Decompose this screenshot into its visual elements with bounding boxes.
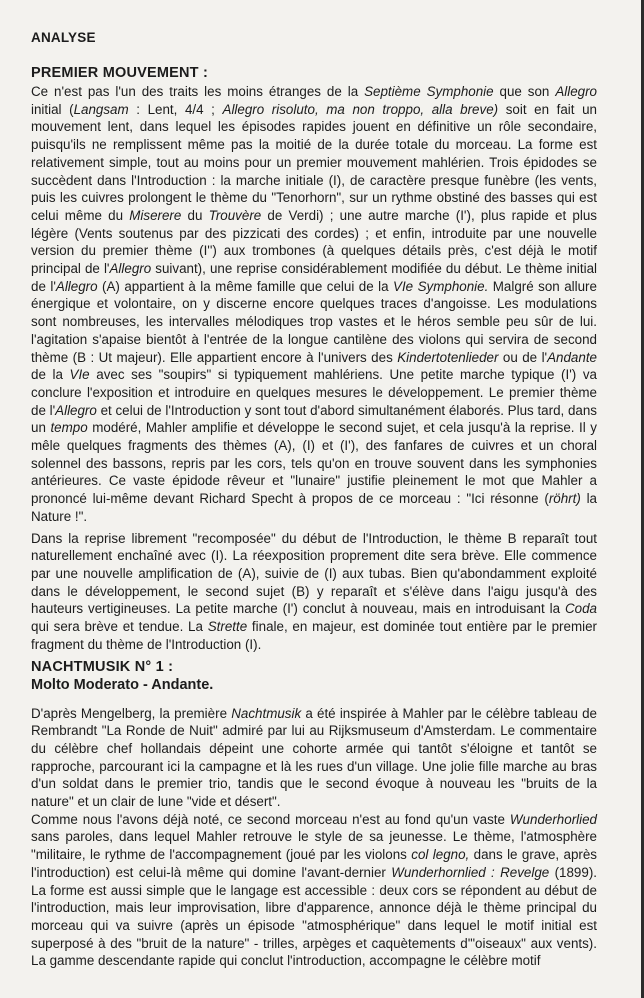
- section-title-nachtmusik: NACHTMUSIK N° 1 :: [31, 658, 174, 675]
- document-page: [31, 30, 597, 970]
- paragraph: D'après Mengelberg, la première Nachtmusik a été inspirée à Mahler par le célèbre tableau de Rembrandt "La Ronde de Nuit" admiré par lui au Rijksmuseum d'Amsterdam. Le commentaire du célèbre chef hollandais dépeint une cohorte armée qui tantôt s'éloigne et tantôt se rapproche, parcourant ici la campagne et là les rues d'un village. Une jolie fille marche au bras d'un soldat dans le premier trio, tandis que le second évoque à nouveau les "bruits de la nature" et un clair de lune "vide et désert".: [31, 705, 597, 810]
- analyse-heading: ANALYSE: [31, 30, 96, 45]
- paragraph: Dans la reprise librement "recomposée" du début de l'Introduction, le thème B reparaît tout naturellement enchaîné avec (I). La réexposition proprement dite sera brève. Elle commence par une nouvelle amplification de (A), suivie de (I) aux tubas. Bien qu'abondamment exploité dans le développement, le second sujet (B) y reparaît et s'élève dans l'aigu jusqu'à des hauteurs vertigineuses. La petite marche (I') conclut à nouveau, mais en introduisant la Coda qui sera brève et tendue. La Strette finale, en majeur, est dominée tout entière par le premier fragment du thème de l'Introduction (I).: [31, 530, 597, 652]
- section-title-premier-mouvement: PREMIER MOUVEMENT :: [31, 65, 208, 81]
- paragraph: Comme nous l'avons déjà noté, ce second morceau n'est au fond qu'un vaste Wunderhorlied sans paroles, dans lequel Mahler retrouve le style de sa jeunesse. Le thème, l'atmosphère "militaire, le rythme de l'accompagnement (joué par les violons col legno, dans le grave, après l'introduction) est celui-là même qui domine l'avant-dernier Wunderhornlied : Revelge (1899). La forme est aussi simple que le langage est accessible : deux cors se répondent au début de l'introduction, mais leur improvisation, libre d'apparence, annonce déjà le thème principal du morceau qui va suivre (après un épisode "atmosphérique" dans lequel le motif initial est superposé à des "bruit de la nature" - trilles, arpèges et caquètements d'"oiseaux" aux vents). La gamme descendante rapide qui conclut l'introduction, accompagne le célèbre motif: [31, 811, 598, 969]
- section-subtitle-tempo: Molto Moderato - Andante.: [31, 676, 214, 693]
- paragraph: Ce n'est pas l'un des traits les moins étranges de la Septième Symphonie que son Allegro initial (Langsam : Lent, 4/4 ; Allegro risoluto, ma non troppo, alla breve) soit en fait un mouvement lent, dans lequel les épisodes rapides jouent en définitive un rôle secondaire, puisqu'ils ne remplissent même pas la moitié de la durée totale du morceau. La forme est relativement simple, tout au moins pour un premier mouvement mahlérien. Trois épidodes se succèdent dans l'Introduction : la marche initiale (I), de caractère presque funèbre (les vents, puis les cuivres prolongent le thème du "Tenorhorn", sur un rythme obstiné des basses qui est celui même du Miserere du Trouvère de Verdi) ; une autre marche (I'), plus rapide et plus légère (Vents soutenus par des pizzicati des cordes) ; et enfin, introduite par une nouvelle version du premier thème (I'') aux trombones (à quelques détails près, c'est déjà le motif principal de l'Allegro suivant), une reprise considérablement modifiée du début. Le thème initial de l'Allegro (A) appartient à la même famille que celui de la VIe Symphonie. Malgré son allure énergique et volontaire, on y discerne encore quelques traces d'angoisse. Les modulations sont nombreuses, les intervalles mélodiques trop vastes et le héros semble peu sûr de lui. l'agitation s'apaise bientôt à l'entrée de la longue cantilène des violons qui servira de second thème (B : Ut majeur). Elle appartient encore à l'univers des Kindertotenlieder ou de l'Andante de la VIe avec ses "soupirs" si typiquement mahlériens. Une petite marche typique (I') va conclure l'exposition et introduire en quelques mesures le développement. Le premier thème de l'Allegro et celui de l'Introduction y sont tout d'abord simultanément élaborés. Plus tard, dans un tempo modéré, Mahler amplifie et développe le second sujet, et cela jusqu'à la reprise. Il y mêle quelques fragments des thèmes (A), (I) et (I'), des fanfares de cuivres et un choral solennel des bassons, repris par les cors, tels qu'on en trouve souvent dans les symphonies antérieures. Ce vaste épidode rêveur et "lunaire" justifie pleinement le mot que Mahler a prononcé lui-même devant Richard Specht à propos de ce morceau : "Ici résonne (röhrt) la Nature !".: [31, 84, 597, 524]
